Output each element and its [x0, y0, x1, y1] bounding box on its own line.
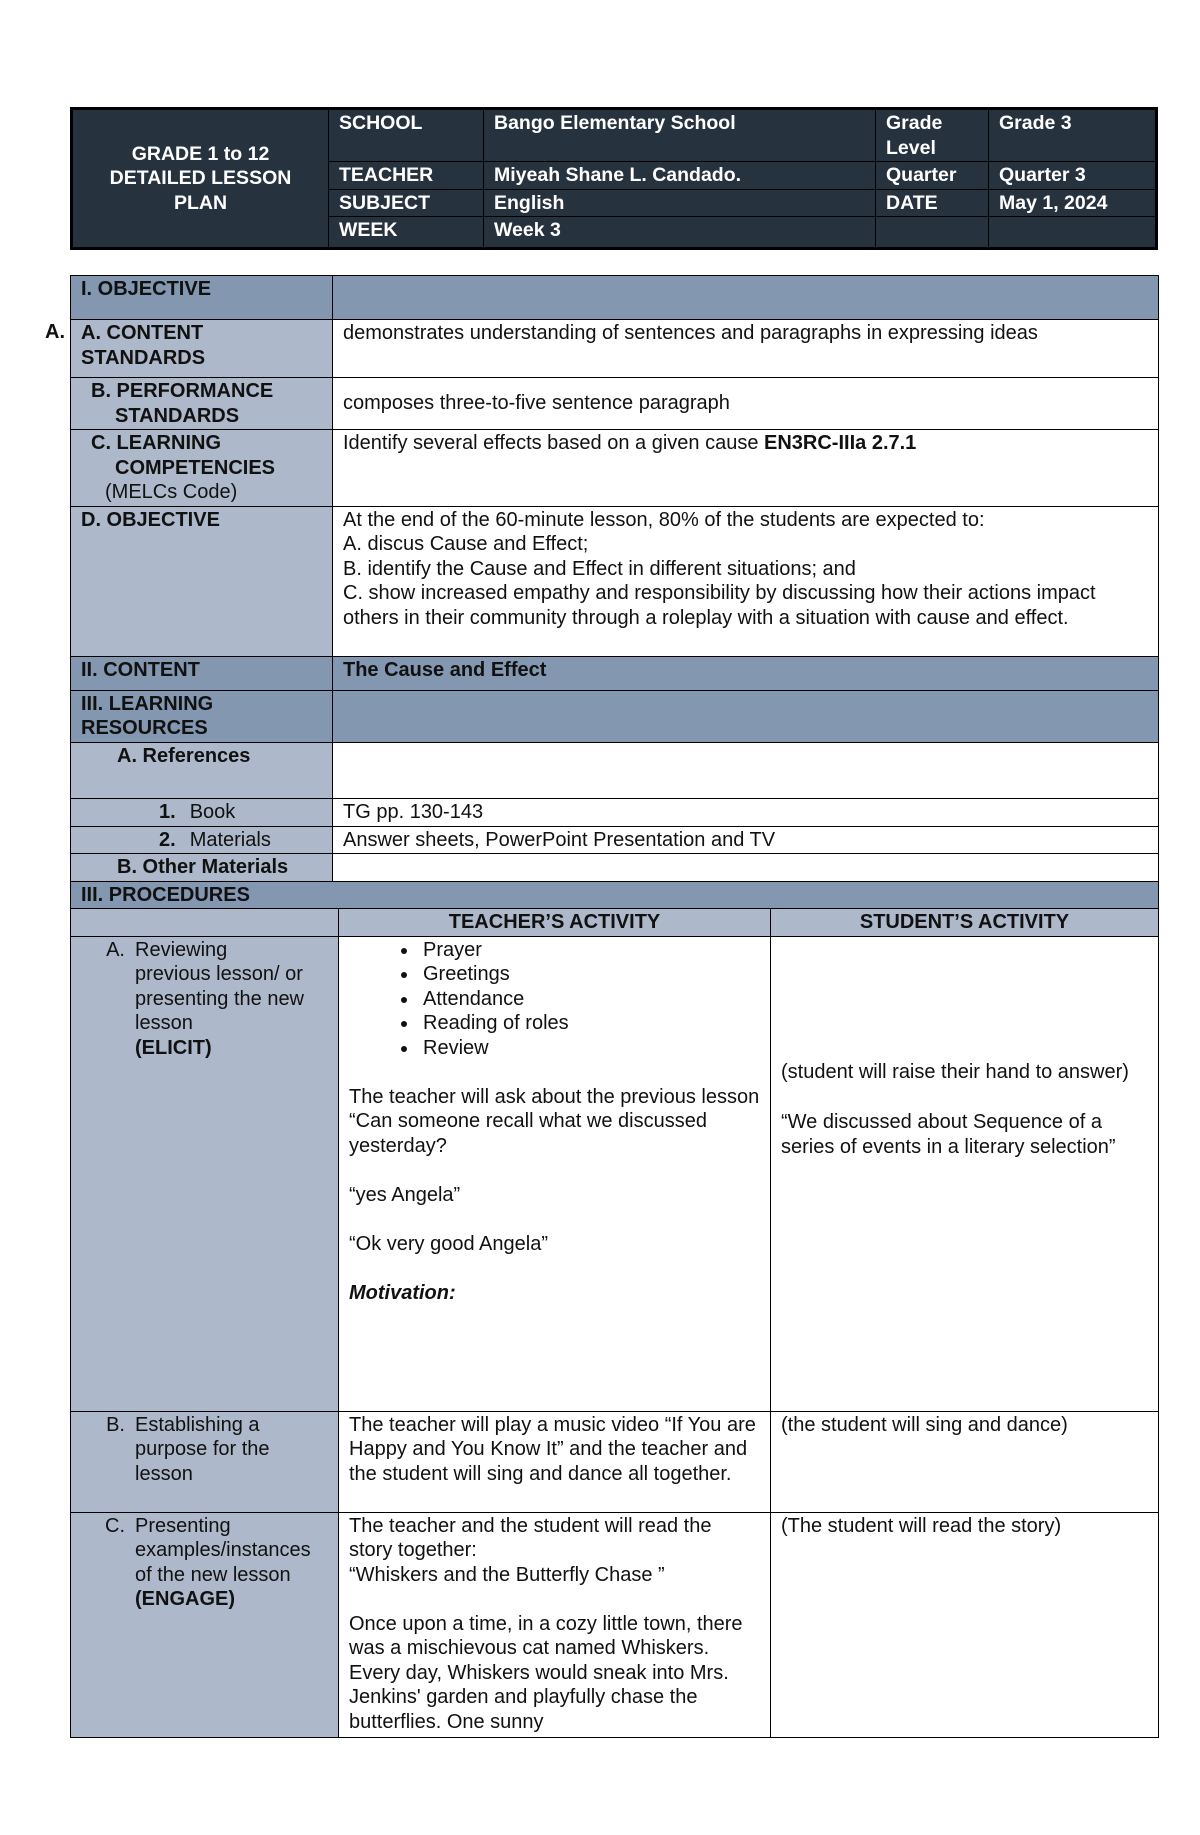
objective-section-band [333, 276, 1159, 320]
motivation-heading: Motivation: [349, 1281, 456, 1304]
grade-level-label: Grade Level [876, 109, 989, 162]
step-b-teacher: The teacher will play a music video “If You are Happy and You Know It” and the teacher and the student will sing and dance all together. [339, 1411, 771, 1512]
step-c-label: C. Presenting examples/instances of the new lesson (ENGAGE) [71, 1512, 339, 1737]
margin-mark: A. [45, 321, 65, 343]
student-answer: “We discussed about Sequence of a series of events in a literary selection” [781, 1111, 1116, 1158]
teacher-intro: The teacher and the student will read the story together: [349, 1514, 712, 1561]
empty-cell [989, 217, 1157, 249]
procedures-blank [71, 909, 339, 937]
objective-section-label: I. OBJECTIVE [71, 276, 333, 320]
list-item: • Prayer [419, 938, 760, 963]
materials-label: 2. Materials [71, 826, 333, 854]
step-a-label: A. Reviewing previous lesson/ or presenting the new lesson (ELICIT) [71, 936, 339, 1411]
story-title: “Whiskers and the Butterfly Chase ” [349, 1563, 665, 1586]
learning-resources-label: III. LEARNING RESOURCES [71, 690, 333, 742]
learning-competencies-value: Identify several effects based on a given cause EN3RC-IIIa 2.7.1 [333, 430, 1159, 507]
objective-line: At the end of the 60-minute lesson, 80% of the students are expected to: [343, 508, 985, 531]
objective-line: B. identify the Cause and Effect in different situations; and [343, 557, 856, 580]
student-activity-header: STUDENT’S ACTIVITY [771, 909, 1159, 937]
student-raise: (student will raise their hand to answer) [781, 1060, 1129, 1083]
quarter-label: Quarter [876, 162, 989, 190]
content-standards-value: demonstrates understanding of sentences and paragraphs in expressing ideas [333, 320, 1159, 378]
grade-level-value: Grade 3 [989, 109, 1157, 162]
content-value: The Cause and Effect [333, 656, 1159, 690]
lesson-plan-table [70, 275, 1159, 1738]
other-materials-value [333, 854, 1159, 882]
step-b-student: (the student will sing and dance) [771, 1411, 1159, 1512]
teacher-value: Miyeah Shane L. Candado. [484, 162, 876, 190]
performance-standards-value: composes three-to-five sentence paragraph [333, 378, 1159, 430]
header-table [70, 107, 1158, 250]
content-standards-label: A. CONTENT STANDARDS [71, 320, 333, 378]
step-a-teacher [339, 936, 771, 1411]
school-label: SCHOOL [329, 109, 484, 162]
teacher-label: TEACHER [329, 162, 484, 190]
story-text: Once upon a time, in a cozy little town, there was a mischievous cat named Whiskers. Every day, Whiskers would sneak into Mrs. Jenkins' garden and playfully chase the butterflies. One sunny [349, 1612, 743, 1733]
teacher-activity-header: TEACHER’S ACTIVITY [339, 909, 771, 937]
learning-competencies-label: C. LEARNING COMPETENCIES (MELCs Code) [71, 430, 333, 507]
header-title: GRADE 1 to 12 DETAILED LESSON PLAN [72, 109, 329, 249]
learning-resources-band [333, 690, 1159, 742]
list-item: • Greetings [419, 962, 760, 987]
teacher-ask: The teacher will ask about the previous lesson [349, 1085, 760, 1108]
book-label: 1. Book [71, 798, 333, 826]
quarter-value: Quarter 3 [989, 162, 1157, 190]
performance-standards-label: B. PERFORMANCE STANDARDS [71, 378, 333, 430]
melcs-code-label: (MELCs Code) [105, 481, 238, 503]
empty-cell [876, 217, 989, 249]
teacher-yes: “yes Angela” [349, 1183, 461, 1206]
week-label: WEEK [329, 217, 484, 249]
references-label: A. References [71, 742, 333, 798]
date-value: May 1, 2024 [989, 189, 1157, 217]
routine-list [349, 938, 760, 1061]
date-label: DATE [876, 189, 989, 217]
materials-value: Answer sheets, PowerPoint Presentation and TV [333, 826, 1159, 854]
step-c-student: (The student will read the story) [771, 1512, 1159, 1737]
procedures-label: III. PROCEDURES [71, 881, 1159, 909]
step-c-teacher [339, 1512, 771, 1737]
subject-value: English [484, 189, 876, 217]
list-item: • Review [419, 1036, 760, 1061]
references-value [333, 742, 1159, 798]
book-value: TG pp. 130-143 [333, 798, 1159, 826]
other-materials-label: B. Other Materials [71, 854, 333, 882]
content-label: II. CONTENT [71, 656, 333, 690]
objective-d-label: D. OBJECTIVE [71, 506, 333, 656]
engage-tag: (ENGAGE) [135, 1588, 235, 1610]
elicit-tag: (ELICIT) [135, 1036, 212, 1059]
teacher-question: “Can someone recall what we discussed yesterday? [349, 1110, 707, 1157]
teacher-ok: “Ok very good Angela” [349, 1232, 548, 1255]
objective-line: C. show increased empathy and responsibility by discussing how their actions impact others in their community through a roleplay with a situation with cause and effect. [343, 582, 1096, 629]
subject-label: SUBJECT [329, 189, 484, 217]
step-b-label: B. Establishing a purpose for the lesson [71, 1411, 339, 1512]
list-item: • Attendance [419, 987, 760, 1012]
school-value: Bango Elementary School [484, 109, 876, 162]
objective-line: A. discus Cause and Effect; [343, 533, 589, 555]
objective-d-value [333, 506, 1159, 656]
week-value: Week 3 [484, 217, 876, 249]
list-item: • Reading of roles [419, 1011, 760, 1036]
melcs-code: EN3RC-IIIa 2.7.1 [764, 432, 917, 454]
step-a-student [771, 936, 1159, 1411]
